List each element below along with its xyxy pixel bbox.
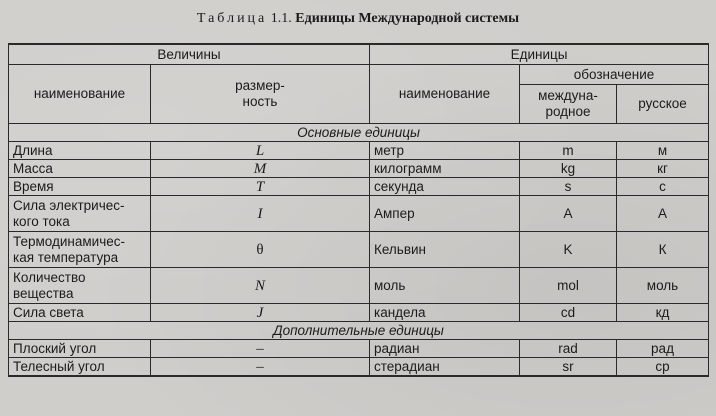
- dimension-cell: M: [151, 160, 370, 178]
- intl-symbol-cell: s: [520, 178, 617, 196]
- table-row: [9, 268, 709, 304]
- unit-name-cell: моль: [370, 268, 520, 304]
- header-dimension: размер- ность: [151, 65, 370, 124]
- caption-number: 1.1.: [270, 11, 292, 26]
- table-row: [9, 358, 709, 377]
- table-row: [9, 232, 709, 268]
- dimension-cell: N: [151, 268, 370, 304]
- header-designation: обозначение: [520, 65, 709, 85]
- quantity-cell: Сила электричес- кого тока: [9, 196, 151, 232]
- quantity-cell: Телесный угол: [9, 358, 151, 377]
- quantity-cell: Масса: [9, 160, 151, 178]
- intl-symbol-cell: kg: [520, 160, 617, 178]
- table-caption: [0, 10, 716, 28]
- rus-symbol-cell: кг: [617, 160, 709, 178]
- intl-symbol-cell: K: [520, 232, 617, 268]
- unit-name-cell: Кельвин: [370, 232, 520, 268]
- dimension-cell: θ: [151, 232, 370, 268]
- dimension-cell: J: [151, 304, 370, 322]
- rus-symbol-cell: К: [617, 232, 709, 268]
- dimension-cell: –: [151, 358, 370, 377]
- section-additional-units: Дополнительные единицы: [9, 322, 709, 340]
- dimension-cell: –: [151, 340, 370, 358]
- header-international: междуна- родное: [520, 85, 617, 124]
- unit-name-cell: секунда: [370, 178, 520, 196]
- intl-symbol-cell: cd: [520, 304, 617, 322]
- unit-name-cell: килограмм: [370, 160, 520, 178]
- rus-symbol-cell: кд: [617, 304, 709, 322]
- intl-symbol-cell: A: [520, 196, 617, 232]
- quantity-cell: Время: [9, 178, 151, 196]
- quantity-cell: Длина: [9, 142, 151, 160]
- header-quantities: Величины: [9, 44, 370, 65]
- rus-symbol-cell: А: [617, 196, 709, 232]
- section-row: [9, 322, 709, 340]
- table-row: [9, 340, 709, 358]
- table-row: [9, 160, 709, 178]
- header-quantity-name: наименование: [9, 65, 151, 124]
- unit-name-cell: кандела: [370, 304, 520, 322]
- intl-symbol-cell: m: [520, 142, 617, 160]
- rus-symbol-cell: м: [617, 142, 709, 160]
- header-row-1: [9, 44, 709, 65]
- rus-symbol-cell: ср: [617, 358, 709, 377]
- rus-symbol-cell: с: [617, 178, 709, 196]
- rus-symbol-cell: рад: [617, 340, 709, 358]
- unit-name-cell: Ампер: [370, 196, 520, 232]
- header-units: Единицы: [370, 44, 709, 65]
- dimension-cell: T: [151, 178, 370, 196]
- table-row: [9, 142, 709, 160]
- header-russian: русское: [617, 85, 709, 124]
- quantity-cell: Количество вещества: [9, 268, 151, 304]
- si-units-table: [8, 43, 709, 377]
- table-row: [9, 178, 709, 196]
- unit-name-cell: стерадиан: [370, 358, 520, 377]
- dimension-cell: L: [151, 142, 370, 160]
- intl-symbol-cell: sr: [520, 358, 617, 377]
- table-row: [9, 196, 709, 232]
- header-row-2: [9, 65, 709, 85]
- rus-symbol-cell: моль: [617, 268, 709, 304]
- header-unit-name: наименование: [370, 65, 520, 124]
- unit-name-cell: метр: [370, 142, 520, 160]
- quantity-cell: Сила света: [9, 304, 151, 322]
- section-row: [9, 124, 709, 142]
- caption-prefix: Таблица: [196, 11, 268, 26]
- section-basic-units: Основные единицы: [9, 124, 709, 142]
- dimension-cell: I: [151, 196, 370, 232]
- table-row: [9, 304, 709, 322]
- quantity-cell: Термодинамичес- кая температура: [9, 232, 151, 268]
- intl-symbol-cell: rad: [520, 340, 617, 358]
- quantity-cell: Плоский угол: [9, 340, 151, 358]
- unit-name-cell: радиан: [370, 340, 520, 358]
- intl-symbol-cell: mol: [520, 268, 617, 304]
- caption-title: Единицы Международной системы: [295, 11, 520, 26]
